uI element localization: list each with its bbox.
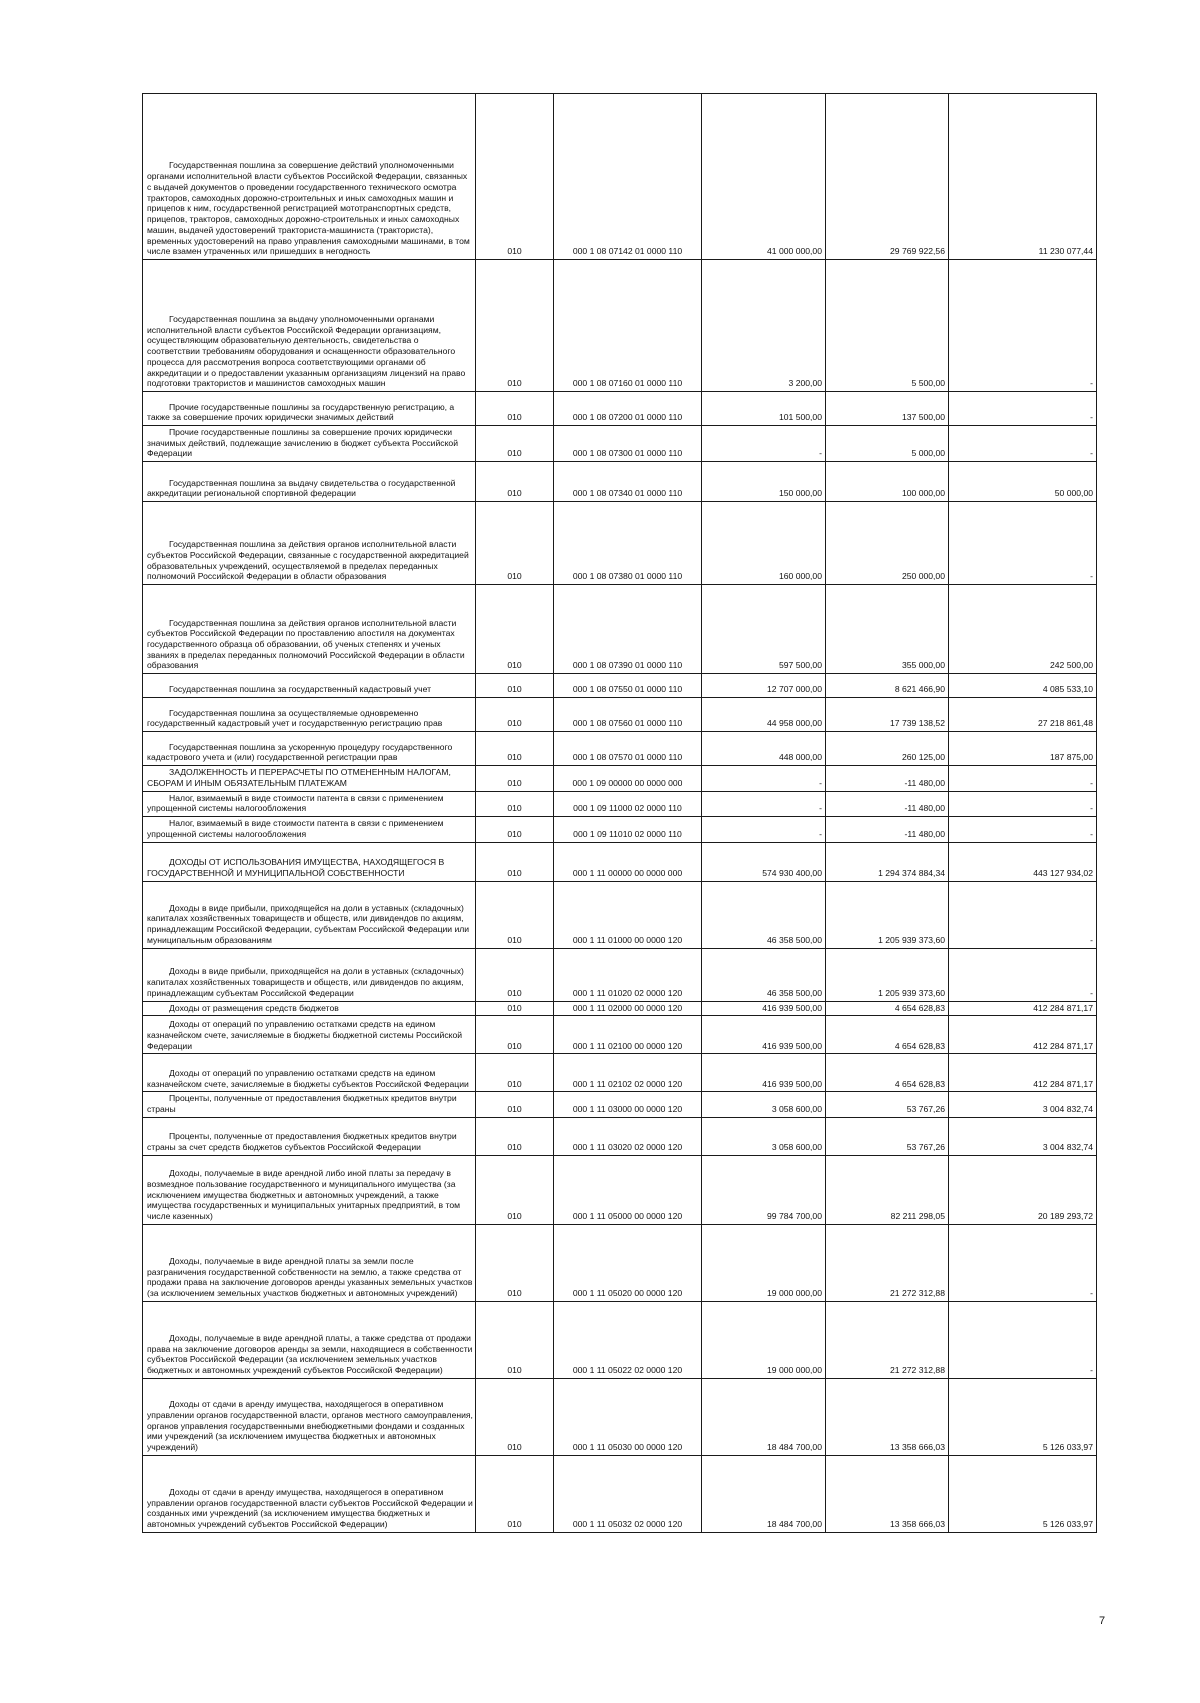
row-budget-code: 000 1 11 05022 02 0000 120 xyxy=(554,1301,702,1378)
row-unexecuted: - xyxy=(949,392,1097,426)
row-budget-code: 000 1 08 07200 01 0000 110 xyxy=(554,392,702,426)
row-unexecuted: - xyxy=(949,1224,1097,1301)
row-unexecuted: 443 127 934,02 xyxy=(949,842,1097,881)
row-line-code: 010 xyxy=(476,881,554,948)
row-approved: 3 058 600,00 xyxy=(702,1117,826,1155)
row-name: Государственная пошлина за выдачу уполномоченными органами исполнительной власти субъектов Российской Федерации организациям, осуществляющим образовательную деятельность, свидетельства о соответствии требованиям оборудования и оснащенности образовательного процесса для рассмотрения вопроса соответствующими органами об аккредитации и о предоставлении указанным организациям лицензий на право подготовки трактористов и машинистов самоходных машин xyxy=(143,260,476,392)
row-unexecuted: 242 500,00 xyxy=(949,585,1097,674)
row-executed: 13 358 666,03 xyxy=(826,1378,949,1455)
table-row xyxy=(143,1301,1097,1378)
row-budget-code: 000 1 08 07340 01 0000 110 xyxy=(554,462,702,502)
row-executed: 21 272 312,88 xyxy=(826,1301,949,1378)
row-approved: - xyxy=(702,817,826,842)
row-budget-code: 000 1 08 07380 01 0000 110 xyxy=(554,502,702,585)
table-row xyxy=(143,698,1097,732)
row-approved: 12 707 000,00 xyxy=(702,674,826,698)
row-approved: 150 000,00 xyxy=(702,462,826,502)
row-line-code: 010 xyxy=(476,585,554,674)
row-line-code: 010 xyxy=(476,1455,554,1532)
table-row xyxy=(143,94,1097,260)
row-unexecuted: - xyxy=(949,260,1097,392)
table-row xyxy=(143,842,1097,881)
row-name: Доходы от операций по управлению остатками средств на едином казначейском счете, зачисляемые в бюджеты субъектов Российской Федерации xyxy=(143,1054,476,1092)
row-line-code: 010 xyxy=(476,502,554,585)
row-approved: 597 500,00 xyxy=(702,585,826,674)
row-line-code: 010 xyxy=(476,766,554,791)
row-line-code: 010 xyxy=(476,1016,554,1054)
table-row xyxy=(143,426,1097,462)
row-executed: 29 769 922,56 xyxy=(826,94,949,260)
row-unexecuted: 27 218 861,48 xyxy=(949,698,1097,732)
row-executed: 260 125,00 xyxy=(826,732,949,766)
row-unexecuted: 412 284 871,17 xyxy=(949,1001,1097,1016)
table-row xyxy=(143,1054,1097,1092)
row-budget-code: 000 1 08 07560 01 0000 110 xyxy=(554,698,702,732)
table-row xyxy=(143,1455,1097,1532)
row-budget-code: 000 1 08 07390 01 0000 110 xyxy=(554,585,702,674)
row-name: ДОХОДЫ ОТ ИСПОЛЬЗОВАНИЯ ИМУЩЕСТВА, НАХОДЯЩЕГОСЯ В ГОСУДАРСТВЕННОЙ И МУНИЦИПАЛЬНОЙ СОБСТВЕННОСТИ xyxy=(143,842,476,881)
row-approved: 3 200,00 xyxy=(702,260,826,392)
row-budget-code: 000 1 11 05020 00 0000 120 xyxy=(554,1224,702,1301)
table-row xyxy=(143,1378,1097,1455)
table-row xyxy=(143,732,1097,766)
table-row xyxy=(143,766,1097,791)
row-name: Государственная пошлина за ускоренную процедуру государственного кадастрового учета и (или) государственной регистрации прав xyxy=(143,732,476,766)
row-line-code: 010 xyxy=(476,1224,554,1301)
row-unexecuted: 412 284 871,17 xyxy=(949,1016,1097,1054)
row-line-code: 010 xyxy=(476,1378,554,1455)
row-approved: 41 000 000,00 xyxy=(702,94,826,260)
row-budget-code: 000 1 11 02102 02 0000 120 xyxy=(554,1054,702,1092)
row-executed: 82 211 298,05 xyxy=(826,1155,949,1224)
row-line-code: 010 xyxy=(476,817,554,842)
row-name: Доходы, получаемые в виде арендной платы за земли после разграничения государственной собственности на землю, а также средства от продажи права на заключение договоров аренды указанных земельных участков (за исключением земельных участков бюджетных и автономных учреждений) xyxy=(143,1224,476,1301)
row-name: Доходы от операций по управлению остатками средств на едином казначейском счете, зачисляемые в бюджеты бюджетной системы Российской Федерации xyxy=(143,1016,476,1054)
table-row xyxy=(143,462,1097,502)
row-budget-code: 000 1 09 11010 02 0000 110 xyxy=(554,817,702,842)
table-row xyxy=(143,881,1097,948)
row-line-code: 010 xyxy=(476,1054,554,1092)
row-unexecuted: - xyxy=(949,948,1097,1001)
row-approved: 160 000,00 xyxy=(702,502,826,585)
row-unexecuted: - xyxy=(949,817,1097,842)
row-approved: 99 784 700,00 xyxy=(702,1155,826,1224)
row-executed: -11 480,00 xyxy=(826,766,949,791)
row-name: ЗАДОЛЖЕННОСТЬ И ПЕРЕРАСЧЕТЫ ПО ОТМЕНЕННЫМ НАЛОГАМ, СБОРАМ И ИНЫМ ОБЯЗАТЕЛЬНЫМ ПЛАТЕЖАМ xyxy=(143,766,476,791)
row-budget-code: 000 1 11 03000 00 0000 120 xyxy=(554,1092,702,1117)
page-number: 7 xyxy=(1099,1615,1106,1627)
row-budget-code: 000 1 08 07142 01 0000 110 xyxy=(554,94,702,260)
row-line-code: 010 xyxy=(476,842,554,881)
row-name: Государственная пошлина за совершение действий уполномоченными органами исполнительной власти субъектов Российской Федерации, связанных с выдачей документов о проведении государственного технического осмотра тракторов, самоходных дорожно-строительных и иных самоходных машин и прицепов к ним, государственной регистрацией мототранспортных средств, прицепов, тракторов, самоходных дорожно-строительных и иных самоходных машин, выдачей удостоверений тракториста-машиниста (тракториста), временных удостоверений на право управления самоходными машинами, в том числе взамен утраченных или пришедших в негодность xyxy=(143,94,476,260)
row-executed: 4 654 628,83 xyxy=(826,1016,949,1054)
row-line-code: 010 xyxy=(476,94,554,260)
row-name: Налог, взимаемый в виде стоимости патента в связи с применением упрощенной системы налогообложения xyxy=(143,791,476,816)
table-row xyxy=(143,392,1097,426)
row-unexecuted: 5 126 033,97 xyxy=(949,1455,1097,1532)
table-row xyxy=(143,1016,1097,1054)
row-executed: -11 480,00 xyxy=(826,817,949,842)
row-line-code: 010 xyxy=(476,392,554,426)
revenue-table xyxy=(142,93,1097,1533)
row-name: Государственная пошлина за действия органов исполнительной власти субъектов Российской Федерации по проставлению апостиля на документах государственного образца об образовании, об ученых степенях и ученых званиях в пределах переданных полномочий Российской Федерации в области образования xyxy=(143,585,476,674)
row-budget-code: 000 1 11 01020 02 0000 120 xyxy=(554,948,702,1001)
row-name: Проценты, полученные от предоставления бюджетных кредитов внутри страны за счет средств бюджетов субъектов Российской Федерации xyxy=(143,1117,476,1155)
row-name: Доходы от сдачи в аренду имущества, находящегося в оперативном управлении органов государственной власти, органов местного самоуправления, органов управления государственными внебюджетными фондами и созданных ими учреждений (за исключением имущества бюджетных и автономных учреждений) xyxy=(143,1378,476,1455)
row-approved: 44 958 000,00 xyxy=(702,698,826,732)
table-row xyxy=(143,674,1097,698)
row-unexecuted: - xyxy=(949,1301,1097,1378)
row-name: Налог, взимаемый в виде стоимости патента в связи с применением упрощенной системы налогообложения xyxy=(143,817,476,842)
row-executed: 53 767,26 xyxy=(826,1092,949,1117)
row-executed: 17 739 138,52 xyxy=(826,698,949,732)
row-executed: 250 000,00 xyxy=(826,502,949,585)
row-name: Доходы в виде прибыли, приходящейся на доли в уставных (складочных) капиталах хозяйственных товариществ и обществ, или дивидендов по акциям, принадлежащим субъектам Российской Федерации xyxy=(143,948,476,1001)
table-row xyxy=(143,1001,1097,1016)
row-unexecuted: 5 126 033,97 xyxy=(949,1378,1097,1455)
table-row xyxy=(143,585,1097,674)
row-executed: 53 767,26 xyxy=(826,1117,949,1155)
table-row xyxy=(143,1155,1097,1224)
row-executed: -11 480,00 xyxy=(826,791,949,816)
row-name: Прочие государственные пошлины за государственную регистрацию, а также за совершение прочих юридически значимых действий xyxy=(143,392,476,426)
row-approved: 101 500,00 xyxy=(702,392,826,426)
row-unexecuted: - xyxy=(949,791,1097,816)
row-name: Государственная пошлина за государственный кадастровый учет xyxy=(143,674,476,698)
row-budget-code: 000 1 08 07160 01 0000 110 xyxy=(554,260,702,392)
row-name: Доходы от сдачи в аренду имущества, находящегося в оперативном управлении органов государственной власти субъектов Российской Федерации и созданных ими учреждений (за исключением имущества бюджетных и автономных учреждений субъектов Российской Федерации) xyxy=(143,1455,476,1532)
row-approved: 46 358 500,00 xyxy=(702,948,826,1001)
row-line-code: 010 xyxy=(476,1301,554,1378)
row-executed: 13 358 666,03 xyxy=(826,1455,949,1532)
row-budget-code: 000 1 08 07300 01 0000 110 xyxy=(554,426,702,462)
row-unexecuted: - xyxy=(949,766,1097,791)
row-executed: 5 500,00 xyxy=(826,260,949,392)
row-budget-code: 000 1 11 01000 00 0000 120 xyxy=(554,881,702,948)
row-name: Государственная пошлина за действия органов исполнительной власти субъектов Российской Федерации, связанные с государственной аккредитацией образовательных учреждений, осуществляемой в пределах переданных полномочий Российской Федерации в области образования xyxy=(143,502,476,585)
row-budget-code: 000 1 08 07570 01 0000 110 xyxy=(554,732,702,766)
table-row xyxy=(143,260,1097,392)
row-line-code: 010 xyxy=(476,1092,554,1117)
row-approved: 3 058 600,00 xyxy=(702,1092,826,1117)
row-line-code: 010 xyxy=(476,1117,554,1155)
row-executed: 1 205 939 373,60 xyxy=(826,948,949,1001)
row-approved: 416 939 500,00 xyxy=(702,1016,826,1054)
row-unexecuted: 50 000,00 xyxy=(949,462,1097,502)
table-row xyxy=(143,791,1097,816)
row-name: Доходы в виде прибыли, приходящейся на доли в уставных (складочных) капиталах хозяйственных товариществ и обществ, или дивидендов по акциям, принадлежащим Российской Федерации, субъектам Российской Федерации или муниципальным образованиям xyxy=(143,881,476,948)
row-approved: - xyxy=(702,791,826,816)
table-row xyxy=(143,1092,1097,1117)
row-line-code: 010 xyxy=(476,732,554,766)
row-unexecuted: - xyxy=(949,502,1097,585)
table-row xyxy=(143,948,1097,1001)
row-approved: - xyxy=(702,426,826,462)
row-budget-code: 000 1 11 05032 02 0000 120 xyxy=(554,1455,702,1532)
row-budget-code: 000 1 09 00000 00 0000 000 xyxy=(554,766,702,791)
row-line-code: 010 xyxy=(476,1155,554,1224)
row-approved: 46 358 500,00 xyxy=(702,881,826,948)
row-name: Прочие государственные пошлины за совершение прочих юридически значимых действий, подлежащие зачислению в бюджет субъекта Российской Федерации xyxy=(143,426,476,462)
row-executed: 137 500,00 xyxy=(826,392,949,426)
row-unexecuted: - xyxy=(949,881,1097,948)
row-line-code: 010 xyxy=(476,260,554,392)
row-line-code: 010 xyxy=(476,948,554,1001)
row-executed: 1 205 939 373,60 xyxy=(826,881,949,948)
row-budget-code: 000 1 08 07550 01 0000 110 xyxy=(554,674,702,698)
table-row xyxy=(143,817,1097,842)
row-approved: 416 939 500,00 xyxy=(702,1054,826,1092)
row-approved: 18 484 700,00 xyxy=(702,1378,826,1455)
row-executed: 4 654 628,83 xyxy=(826,1001,949,1016)
row-unexecuted: 4 085 533,10 xyxy=(949,674,1097,698)
row-executed: 21 272 312,88 xyxy=(826,1224,949,1301)
row-executed: 355 000,00 xyxy=(826,585,949,674)
table-row xyxy=(143,1224,1097,1301)
table-row xyxy=(143,502,1097,585)
row-budget-code: 000 1 11 02000 00 0000 120 xyxy=(554,1001,702,1016)
row-unexecuted: 3 004 832,74 xyxy=(949,1117,1097,1155)
row-line-code: 010 xyxy=(476,426,554,462)
row-executed: 5 000,00 xyxy=(826,426,949,462)
row-budget-code: 000 1 11 05030 00 0000 120 xyxy=(554,1378,702,1455)
row-name: Государственная пошлина за выдачу свидетельства о государственной аккредитации региональной спортивной федерации xyxy=(143,462,476,502)
row-name: Государственная пошлина за осуществляемые одновременно государственный кадастровый учет и государственную регистрацию прав xyxy=(143,698,476,732)
row-unexecuted: - xyxy=(949,426,1097,462)
row-name: Доходы, получаемые в виде арендной платы, а также средства от продажи права на заключение договоров аренды за земли, находящиеся в собственности субъектов Российской Федерации (за исключением земельных участков бюджетных и автономных учреждений субъектов Российской Федерации) xyxy=(143,1301,476,1378)
row-unexecuted: 20 189 293,72 xyxy=(949,1155,1097,1224)
row-approved: 574 930 400,00 xyxy=(702,842,826,881)
row-budget-code: 000 1 11 00000 00 0000 000 xyxy=(554,842,702,881)
row-executed: 100 000,00 xyxy=(826,462,949,502)
row-unexecuted: 3 004 832,74 xyxy=(949,1092,1097,1117)
row-approved: 448 000,00 xyxy=(702,732,826,766)
row-approved: - xyxy=(702,766,826,791)
row-unexecuted: 187 875,00 xyxy=(949,732,1097,766)
row-line-code: 010 xyxy=(476,674,554,698)
row-approved: 19 000 000,00 xyxy=(702,1224,826,1301)
row-line-code: 010 xyxy=(476,462,554,502)
row-line-code: 010 xyxy=(476,1001,554,1016)
row-unexecuted: 11 230 077,44 xyxy=(949,94,1097,260)
table-row xyxy=(143,1117,1097,1155)
row-budget-code: 000 1 11 05000 00 0000 120 xyxy=(554,1155,702,1224)
row-executed: 4 654 628,83 xyxy=(826,1054,949,1092)
row-line-code: 010 xyxy=(476,791,554,816)
row-name: Доходы, получаемые в виде арендной либо иной платы за передачу в возмездное пользование государственного и муниципального имущества (за исключением имущества бюджетных и автономных учреждений, а также имущества государственных и муниципальных унитарных предприятий, в том числе казенных) xyxy=(143,1155,476,1224)
row-unexecuted: 412 284 871,17 xyxy=(949,1054,1097,1092)
row-approved: 18 484 700,00 xyxy=(702,1455,826,1532)
row-approved: 416 939 500,00 xyxy=(702,1001,826,1016)
row-budget-code: 000 1 11 02100 00 0000 120 xyxy=(554,1016,702,1054)
row-executed: 1 294 374 884,34 xyxy=(826,842,949,881)
row-line-code: 010 xyxy=(476,698,554,732)
row-name: Проценты, полученные от предоставления бюджетных кредитов внутри страны xyxy=(143,1092,476,1117)
row-name: Доходы от размещения средств бюджетов xyxy=(143,1001,476,1016)
row-budget-code: 000 1 09 11000 02 0000 110 xyxy=(554,791,702,816)
row-executed: 8 621 466,90 xyxy=(826,674,949,698)
row-approved: 19 000 000,00 xyxy=(702,1301,826,1378)
row-budget-code: 000 1 11 03020 02 0000 120 xyxy=(554,1117,702,1155)
